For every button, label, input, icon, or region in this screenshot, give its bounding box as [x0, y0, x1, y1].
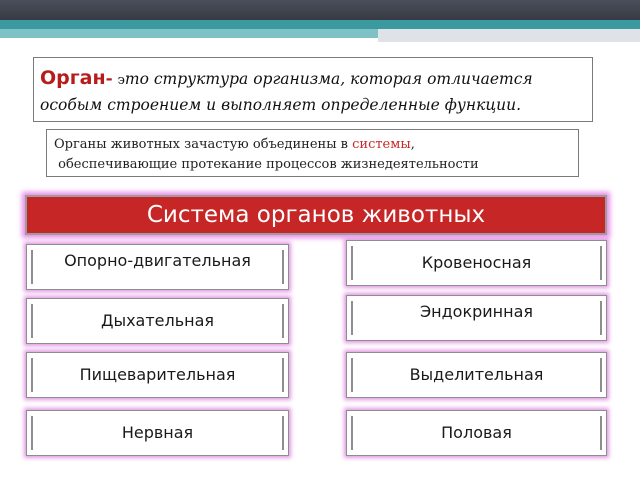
- definition-line-1-text: то структура организма, которая отличается: [124, 70, 533, 88]
- definition-line-1: [40, 66, 584, 93]
- systems-note-line-2: [54, 155, 572, 175]
- organ-system-box-excretory: [346, 352, 607, 398]
- systems-accent-word: системы: [352, 137, 411, 152]
- organ-system-box-respiratory: [26, 298, 289, 344]
- organ-system-box-circulatory: [346, 240, 607, 286]
- definition-first-letter: э: [117, 73, 125, 88]
- systems-note-text: Органы животных зачастую объединены в: [54, 137, 353, 152]
- organ-system-label: Эндокринная: [419, 302, 534, 321]
- organ-system-label: Дыхательная: [100, 311, 215, 330]
- organ-system-label: Половая: [441, 423, 512, 442]
- light-teal-stripe: [0, 29, 378, 38]
- teal-stripe: [0, 20, 640, 29]
- organ-system-label: Кровеносная: [421, 253, 532, 272]
- organ-system-label: Опорно-двигательная: [64, 251, 251, 270]
- organ-system-label: Нервная: [121, 423, 194, 442]
- systems-note-comma: ,: [410, 137, 415, 152]
- organ-system-box-reproductive: [346, 410, 607, 456]
- organ-system-box-nervous: [26, 410, 289, 456]
- systems-note-line-1: [54, 135, 572, 155]
- organ-system-box-endocrine: [346, 295, 607, 341]
- definition-term: Орган: [40, 67, 106, 89]
- organ-system-label: Выделительная: [409, 365, 544, 384]
- definition-dash: -: [105, 69, 113, 89]
- systems-note-box: [46, 129, 579, 177]
- grey-stripe: [378, 29, 640, 42]
- definition-box: [33, 57, 593, 122]
- organ-system-label: Пищеварительная: [79, 365, 236, 384]
- top-dark-bar: [0, 0, 640, 20]
- organ-system-box-musculoskeletal: [26, 244, 289, 290]
- definition-line-2: особым строением и выполняет определенные функции.: [40, 96, 522, 114]
- organ-system-box-digestive: [26, 352, 289, 398]
- organ-systems-title-banner: Система органов животных: [25, 195, 607, 235]
- systems-note-line-2-text: обеспечивающие протекание процессов жизнедеятельности: [58, 157, 479, 172]
